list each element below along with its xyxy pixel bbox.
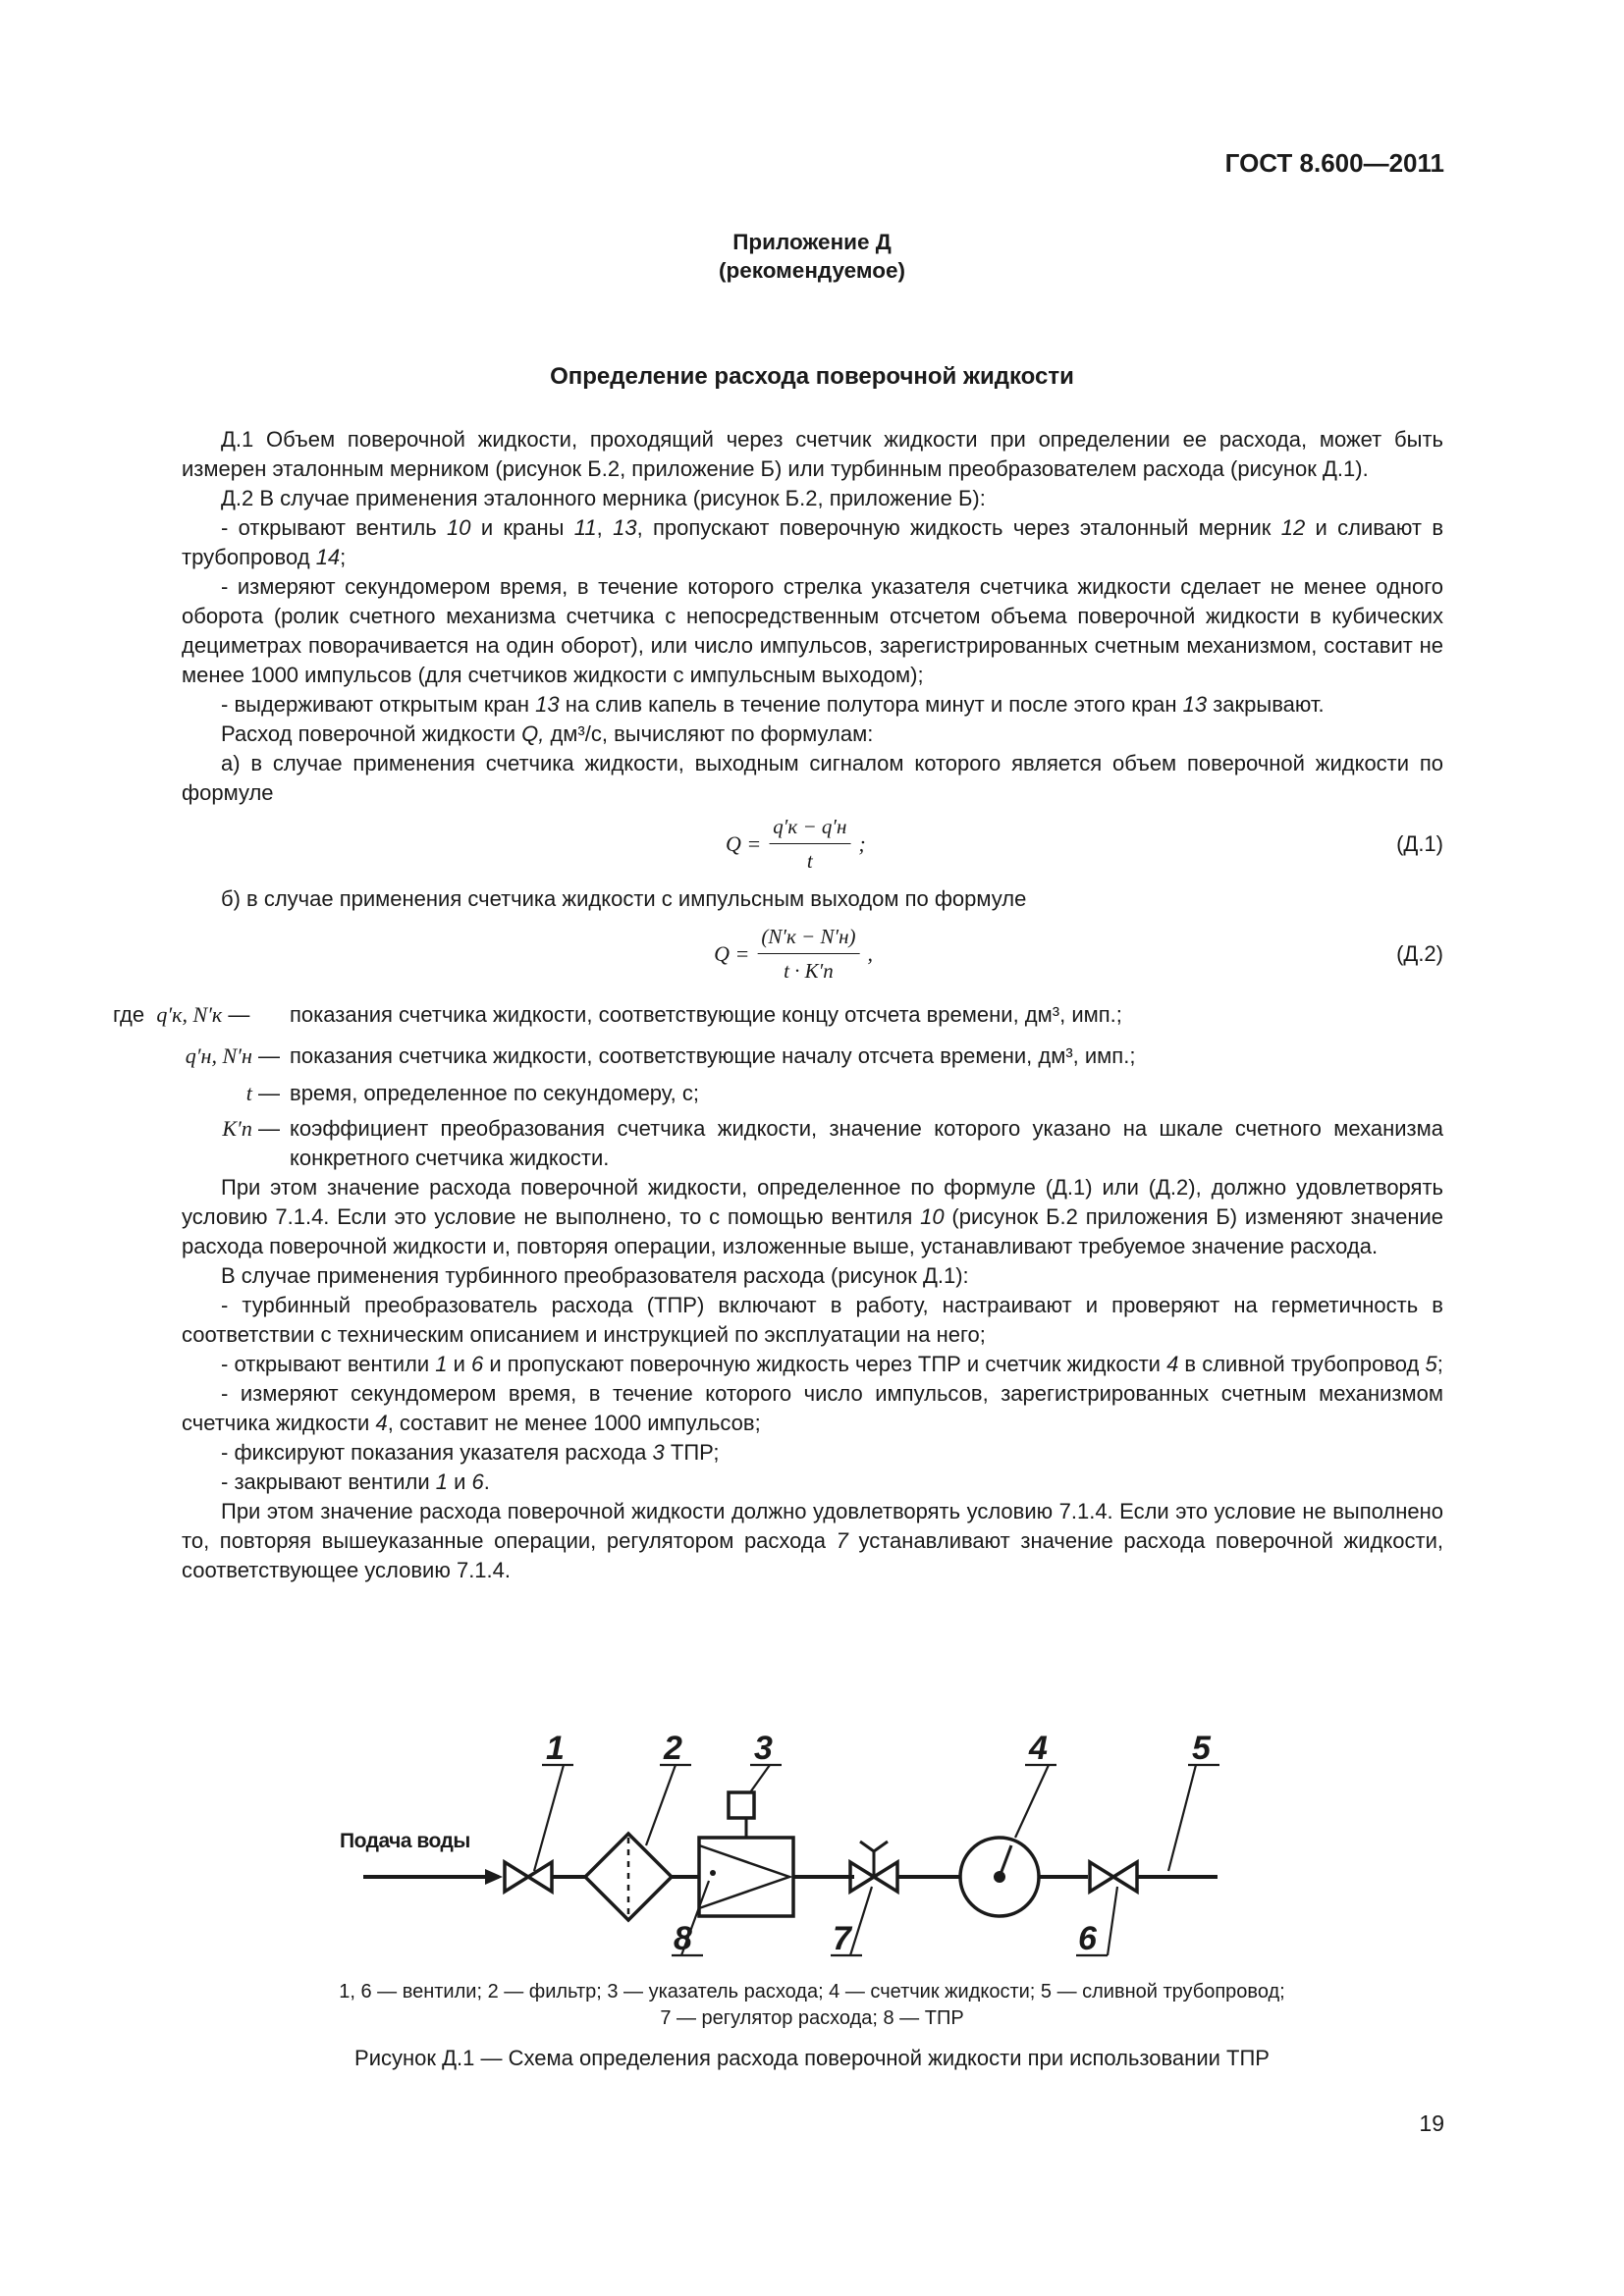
formula-d1-number: (Д.1) (1396, 831, 1443, 856)
appendix-title: Приложение Д (732, 230, 892, 254)
flow-indicator-icon (729, 1792, 754, 1818)
tpr-step-3: - измеряют секундомером время, в течение которого число импульсов, зарегистрированных счетным механизмом счетчика жидкости 4, составит не менее 1000 импульсов; (182, 1381, 1443, 1435)
fig-label-5: 5 (1192, 1730, 1211, 1767)
where-symbol-3: t — (245, 1081, 280, 1105)
final-paragraph: При этом значение расхода поверочной жидкости должно удовлетворять условию 7.1.4. Если это условие не выполнено то, повторяя вышеуказанные операции, регулятором расхода 7 устанавливают значение расхода поверочной жидкости, соответствующее условию 7.1.4. (182, 1499, 1443, 1582)
regulator-icon (850, 1862, 874, 1892)
formula-d1-tail: ; (858, 830, 866, 856)
document-header-code: ГОСТ 8.600—2011 (1224, 148, 1444, 178)
tpr-step-1: - турбинный преобразователь расхода (ТПР) включают в работу, настраивают и проверяют на герметичность в соответствии с техническим описанием и инструкцией по эксплуатации на него; (182, 1293, 1443, 1347)
where-symbol-2: q′н, N′н — (185, 1043, 280, 1068)
fig-label-4: 4 (1029, 1730, 1048, 1767)
figure-title: Рисунок Д.1 — Схема определения расхода поверочной жидкости при использовании ТПР (354, 2046, 1270, 2070)
where-symbol-1: где q′к, N′к — (113, 1002, 250, 1027)
formula-d1-fraction (769, 812, 850, 876)
fig-label-8: 8 (674, 1920, 692, 1957)
step-hold-valve: - выдерживают открытым кран 13 на слив капель в течение полутора минут и после этого кран 13 закрывают. (221, 692, 1325, 717)
where-desc-3: время, определенное по секундомеру, с; (290, 1081, 699, 1105)
paragraph-d1: Д.1 Объем поверочной жидкости, проходящий через счетчик жидкости при определении ее расхода, может быть измерен эталонным мерником (рисунок Б.2, приложение Б) или турбинным преобразователем расхода (рисунок Д.1). (182, 427, 1443, 481)
where-list (0, 1000, 1443, 1173)
tpr-step-2: - открывают вентили 1 и 6 и пропускают поверочную жидкость через ТПР и счетчик жидкости 4 в сливной трубопровод 5; (221, 1352, 1443, 1376)
paragraph-d2: Д.2 В случае применения эталонного мерника (рисунок Б.2, приложение Б): (221, 486, 986, 510)
formula-d2-fraction (757, 922, 859, 986)
page-number: 19 (1419, 2110, 1444, 2136)
formula-d2-tail: , (867, 940, 874, 966)
formula-d2-lhs: Q = (714, 940, 750, 966)
appendix-heading (0, 228, 1624, 285)
formula-d2-numerator: (N′к − N′н) (757, 922, 859, 954)
valve-6-icon (1090, 1862, 1113, 1892)
formula-d1-numerator: q′к − q′н (769, 812, 850, 844)
flow-intro: Расход поверочной жидкости Q, дм³/с, вычисляют по формулам: (221, 721, 874, 746)
appendix-type: (рекомендуемое) (719, 258, 905, 283)
feed-water-label: Подача воды (340, 1830, 470, 1852)
formula-d2-number: (Д.2) (1396, 941, 1443, 966)
formula-d2 (182, 914, 1443, 996)
tpr-step-5: - закрывают вентили 1 и 6. (221, 1469, 490, 1494)
body-text (113, 425, 1444, 1585)
inlet-arrowhead (485, 1869, 503, 1885)
fig-label-6: 6 (1078, 1920, 1097, 1957)
where-desc-1: показания счетчика жидкости, соответствующие концу отсчета времени, дм³, имп.; (290, 1002, 1122, 1027)
case-b: б) в случае применения счетчика жидкости с импульсным выходом по формуле (221, 886, 1027, 911)
fig-label-3: 3 (754, 1730, 773, 1767)
figure-legend-block (0, 1910, 1624, 1911)
tpr-intro: В случае применения турбинного преобразователя расхода (рисунок Д.1): (221, 1263, 969, 1288)
fig-label-1: 1 (546, 1730, 565, 1767)
section-title: Определение расхода поверочной жидкости (550, 363, 1074, 390)
liquid-meter-icon (960, 1838, 1039, 1916)
fig-label-2: 2 (664, 1730, 682, 1767)
formula-d1-denominator: t (806, 849, 813, 873)
fig-label-7: 7 (833, 1920, 851, 1957)
tpr-step-4: - фиксируют показания указателя расхода 3 ТПР; (221, 1440, 720, 1465)
valve-1-icon (505, 1862, 528, 1892)
case-a: а) в случае применения счетчика жидкости, выходным сигналом которого является объем поверочной жидкости по формуле (182, 751, 1443, 805)
formula-d1-lhs: Q = (726, 830, 762, 856)
formula-d2-denominator: t · K′п (784, 959, 834, 983)
figure-legend-line-b: 7 — регулятор расхода; 8 — ТПР (660, 2007, 964, 2029)
tpr-body-icon (699, 1838, 793, 1916)
step-open-valves: - открывают вентиль 10 и краны 11, 13, пропускают поверочную жидкость через эталонный мерник 12 и сливают в трубопровод 14; (182, 515, 1444, 569)
step-measure-time: - измеряют секундомером время, в течение которого стрелка указателя счетчика жидкости сделает не менее одного оборота (ролик счетного механизма счетчика с непосредственным отсчетом объема поверочной жидкости в кубических дециметрах поворачивается на один оборот), или число импульсов, зарегистрированных счетным механизмом, составит не менее 1000 импульсов (для счетчиков жидкости с импульсным выходом); (182, 574, 1443, 687)
formula-d1 (182, 808, 1443, 884)
after-where: При этом значение расхода поверочной жидкости, определенное по формуле (Д.1) или (Д.2), должно удовлетворять условию 7.1.4. Если это условие не выполнено, то с помощью вентиля 10 (рисунок Б.2 приложения Б) изменяют значение расхода поверочной жидкости и, повторяя операции, изложенные выше, устанавливают требуемое значение расхода. (182, 1175, 1443, 1258)
tpr-arrow-icon (699, 1845, 789, 1908)
where-desc-2: показания счетчика жидкости, соответствующие началу отсчета времени, дм³, имп.; (290, 1043, 1136, 1068)
figure-legend-line-a: 1, 6 — вентили; 2 — фильтр; 3 — указатель расхода; 4 — счетчик жидкости; 5 — сливной трубопровод; (339, 1981, 1285, 2002)
filter-icon (585, 1834, 672, 1920)
where-desc-4: коэффициент преобразования счетчика жидкости, значение которого указано на шкале счетного механизма конкретного счетчика жидкости. (290, 1116, 1443, 1170)
where-symbol-4: K′п — (222, 1116, 280, 1141)
